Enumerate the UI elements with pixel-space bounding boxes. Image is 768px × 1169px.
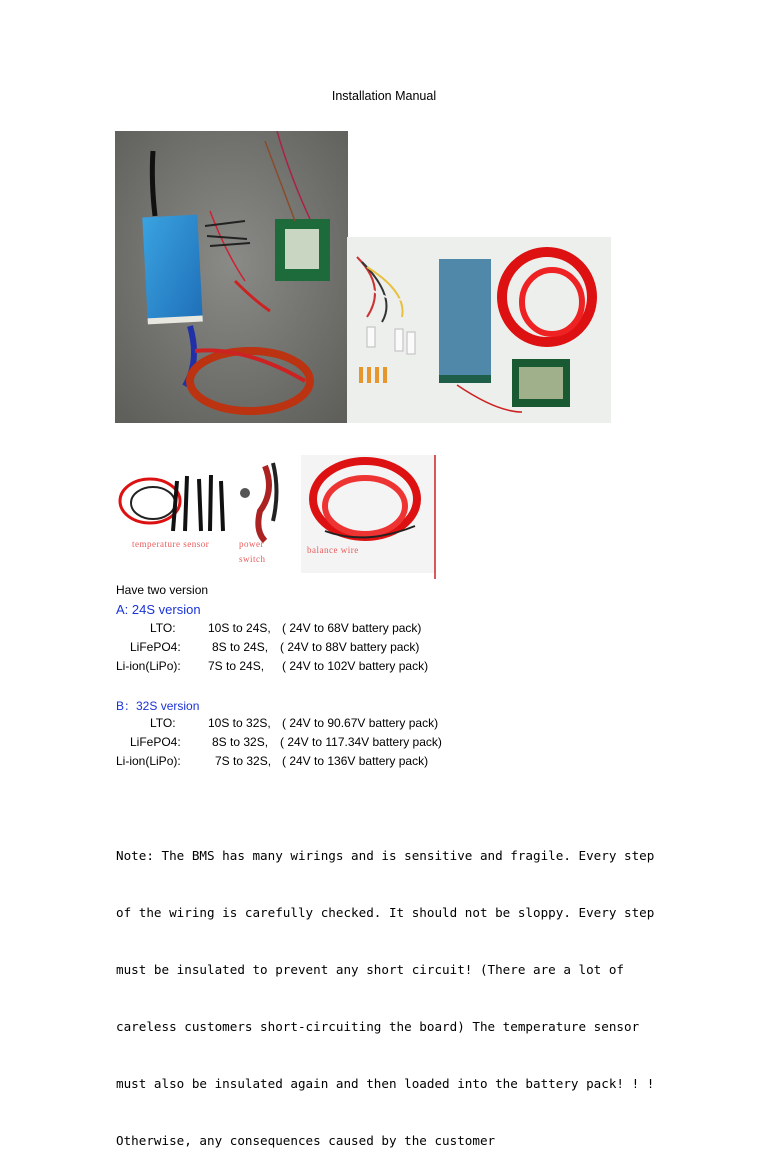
version-b-row — [0, 735, 768, 753]
battery-type: LiFePO4: — [130, 735, 181, 749]
version-a-row — [0, 621, 768, 639]
photo-bms-kit-floor — [115, 131, 348, 423]
photo-bms-kit-white — [347, 237, 611, 423]
pack-voltage: ( 24V to 136V battery pack) — [282, 754, 429, 768]
pack-voltage: ( 24V to 90.67V battery pack) — [282, 716, 439, 730]
intro-text: Have two version — [116, 583, 209, 597]
version-a-heading: A: 24S version — [116, 602, 201, 617]
pack-voltage: ( 24V to 88V battery pack) — [280, 640, 420, 654]
battery-type: Li-ion(LiPo): — [116, 659, 181, 673]
cell-range: 8S to 32S, — [212, 735, 269, 749]
battery-type: Li-ion(LiPo): — [116, 754, 181, 768]
note-line: careless customers short-circuiting the board) The temperature sensor — [116, 1019, 640, 1034]
pack-voltage: ( 24V to 117.34V battery pack) — [280, 735, 442, 749]
label-balance-wire: balance wire — [307, 545, 359, 555]
battery-type: LiFePO4: — [130, 640, 181, 654]
label-power: power — [239, 539, 264, 549]
label-temperature-sensor: temperature sensor — [132, 539, 210, 549]
cell-range: 7S to 24S, — [208, 659, 265, 673]
page-title: Installation Manual — [331, 89, 437, 103]
cell-range: 10S to 24S, — [208, 621, 271, 635]
version-a-row — [0, 640, 768, 658]
pack-voltage: ( 24V to 102V battery pack) — [282, 659, 429, 673]
warning-note — [116, 808, 676, 1169]
cell-range: 8S to 24S, — [212, 640, 269, 654]
version-b-heading: B：32S version — [116, 699, 200, 713]
battery-type: LTO: — [150, 716, 176, 730]
note-line: of the wiring is carefully checked. It should not be sloppy. Every step — [116, 905, 655, 920]
note-line: Otherwise, any consequences caused by the customer — [116, 1133, 496, 1148]
battery-type: LTO: — [150, 621, 176, 635]
label-switch: switch — [239, 554, 266, 564]
version-b-row — [0, 716, 768, 734]
photo-accessories — [115, 451, 437, 579]
version-b-row — [0, 754, 768, 772]
note-line: Note: The BMS has many wirings and is sensitive and fragile. Every step — [116, 848, 655, 863]
note-line: must be insulated to prevent any short circuit! (There are a lot of — [116, 962, 624, 977]
cell-range: 10S to 32S, — [208, 716, 271, 730]
cell-range: 7S to 32S, — [215, 754, 272, 768]
pack-voltage: ( 24V to 68V battery pack) — [282, 621, 422, 635]
version-a-row — [0, 659, 768, 677]
note-line: must also be insulated again and then loaded into the battery pack! ! ! — [116, 1076, 655, 1091]
